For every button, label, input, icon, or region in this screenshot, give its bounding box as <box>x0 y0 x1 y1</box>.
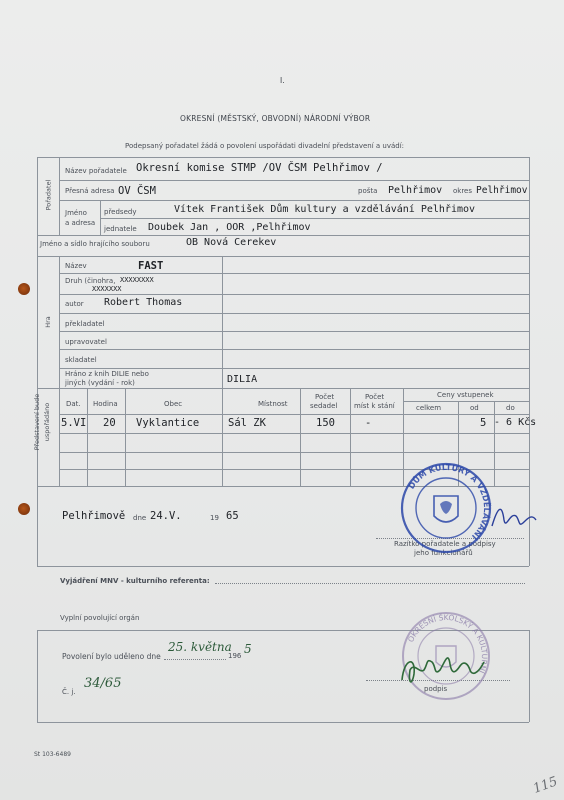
row-seats: 150 <box>316 417 335 429</box>
translator-label: překladatel <box>65 320 105 328</box>
sign-date-word: dne <box>133 514 147 522</box>
kind-strike-2: XXXXXXX <box>92 285 122 293</box>
mnv-label: Vyjádření MNV - kulturního referenta: <box>60 577 210 585</box>
stamp-caption-2: jeho funkcionářů <box>414 549 473 557</box>
col-total: celkem <box>416 404 442 412</box>
granted-label: Povolení bylo uděleno dne <box>62 652 161 661</box>
organizer-name-value: Okresní komise STMP /OV ČSM Pelhřimov / <box>136 162 383 174</box>
author-label: autor <box>65 300 84 308</box>
district-value: Pelhřimov <box>476 185 528 196</box>
secretary-value: Doubek Jan , OOR ,Pelhřimov <box>148 222 311 233</box>
ensemble-value: OB Nová Cerekev <box>186 237 277 248</box>
ref-label: Č. j. <box>62 688 76 696</box>
punch-hole-bottom <box>18 503 30 515</box>
performances-section-label-1: Představení bude <box>33 393 41 451</box>
col-from: od <box>470 404 479 412</box>
ensemble-label: Jméno a sídlo hrajícího souboru <box>40 240 150 248</box>
approval-signature <box>398 640 494 696</box>
organizer-stamp <box>398 460 494 556</box>
row-venue: Sál ZK <box>228 417 266 429</box>
kind-label-1: Druh (činohra, <box>65 277 116 285</box>
punch-hole-top <box>18 283 30 295</box>
address-value: OV ČSM <box>118 185 156 197</box>
post-label: pošta <box>358 187 378 195</box>
issuer-label: Vyplní povolující orgán <box>60 614 140 622</box>
office-title: OKRESNÍ (MĚSTSKÝ, OBVODNÍ) NÁRODNÍ VÝBOR <box>180 114 371 123</box>
sign-date-value: 24.V. <box>150 510 182 522</box>
intro-text: Podepsaný pořadatel žádá o povolení uspořádati divadelní představení a uvádí: <box>125 142 405 150</box>
performances-section-label-2: uspořádáno <box>43 402 51 442</box>
district-label: okres <box>453 187 473 195</box>
secretary-label: jednatele <box>104 225 137 233</box>
chair-label: předsedy <box>104 208 137 216</box>
chair-value: Vítek František Dům kultury a vzdělávání Pelhřimov <box>174 204 476 215</box>
row-standing: - <box>365 417 372 429</box>
sign-place: Pelhřimově <box>62 510 126 522</box>
sign-label: podpis <box>424 685 448 693</box>
col-seats-2: sedadel <box>310 402 338 410</box>
form-code: St 103-6489 <box>34 751 71 758</box>
names-label-1: Jméno <box>65 209 87 217</box>
stamp-caption-1: Razítko pořadatele a podpisy <box>394 540 496 548</box>
ref-value: 34/65 <box>84 676 122 691</box>
sign-year-prefix: 19 <box>210 514 219 522</box>
source-label-2: jiných (vydání - rok) <box>65 379 135 387</box>
col-to: do <box>506 404 515 412</box>
col-date: Dat. <box>66 400 81 408</box>
granted-year-suffix: 5 <box>244 642 252 656</box>
col-seats-1: Počet <box>315 393 335 401</box>
play-section-label: Hra <box>44 316 52 328</box>
col-standing-2: míst k stání <box>354 402 395 410</box>
row-hour: 20 <box>103 417 116 429</box>
composer-label: skladatel <box>65 356 97 364</box>
post-value: Pelhřimov <box>388 185 443 196</box>
page-number: 115 <box>531 774 560 797</box>
granted-year-prefix: 196 <box>228 652 242 660</box>
col-venue: Místnost <box>258 400 288 408</box>
title-label: Název <box>65 262 87 270</box>
adapter-label: upravovatel <box>65 338 107 346</box>
svg-text:DŮM KULTURY A VZDĚLÁVÁNÍ: DŮM KULTURY A VZDĚLÁVÁNÍ <box>406 462 492 542</box>
granted-date: 25. května <box>168 640 232 654</box>
svg-text:OKRESNÍ ŠKOLSKÝ A KULTURNÍ: OKRESNÍ ŠKOLSKÝ A KULTURNÍ <box>406 612 490 675</box>
author-value: Robert Thomas <box>104 297 183 308</box>
address-label: Přesná adresa <box>65 187 115 195</box>
organizer-section-label: Pořadatel <box>44 179 53 211</box>
col-prices: Ceny vstupenek <box>437 391 494 399</box>
source-value: DILIA <box>227 374 258 385</box>
kind-strike-1: XXXXXXXX <box>120 276 154 284</box>
row-to: - 6 Kčs <box>494 417 537 428</box>
row-from: 5 <box>480 417 487 429</box>
organizer-name-label: Název pořadatele <box>65 167 127 175</box>
sign-year-suffix: 65 <box>226 510 239 522</box>
organizer-signature <box>488 500 538 536</box>
source-label-1: Hráno z knih DILIE nebo <box>65 370 149 378</box>
row-municipality: Vyklantice <box>136 417 200 429</box>
col-municipality: Obec <box>164 400 183 408</box>
col-hour: Hodina <box>93 400 118 408</box>
roman-numeral: I. <box>280 76 285 85</box>
row-date: 5.VI <box>61 417 87 429</box>
title-value: FAST <box>138 260 164 272</box>
names-label-2: a adresa <box>65 219 96 227</box>
col-standing-1: Počet <box>365 393 385 401</box>
